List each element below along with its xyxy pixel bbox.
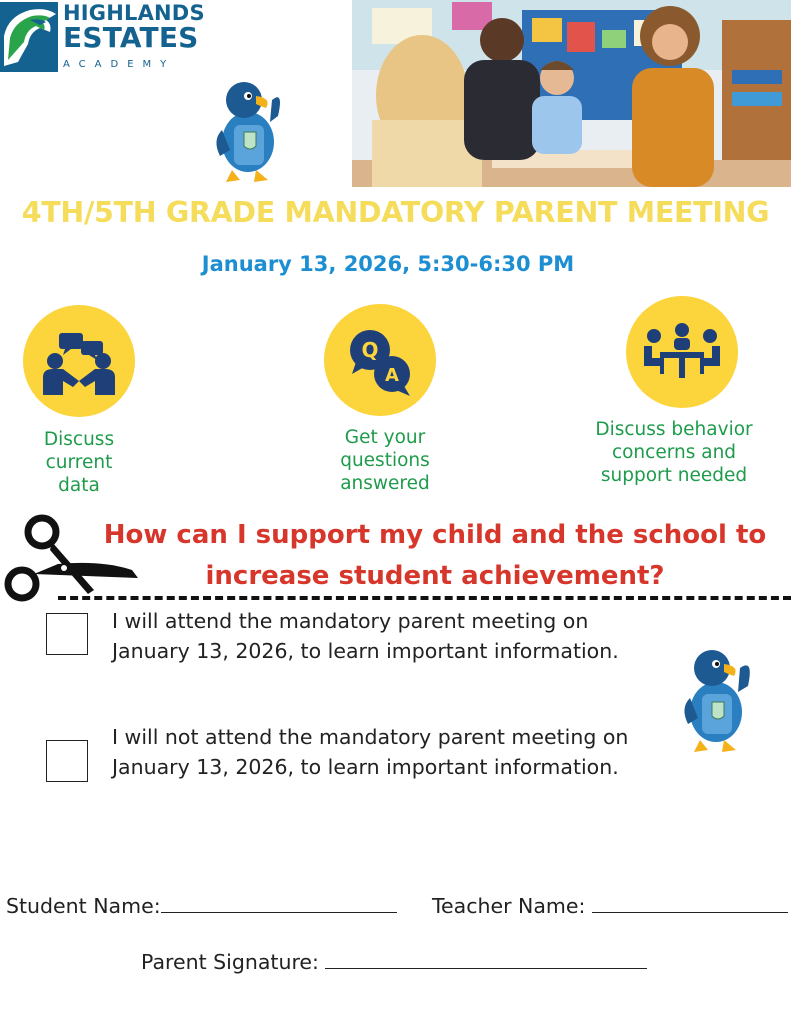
option-line: I will attend the mandatory parent meeting on xyxy=(112,609,589,633)
team-table-icon xyxy=(626,296,738,408)
not-attend-option-text xyxy=(112,722,628,782)
feature-label-line: answered xyxy=(340,473,430,494)
option-line: January 13, 2026, to learn important information. xyxy=(112,639,619,663)
feature-label-line: Discuss xyxy=(43,429,115,450)
feature-label-line: Discuss behavior xyxy=(595,419,753,440)
not-attend-checkbox[interactable] xyxy=(46,740,88,782)
teacher-name-line[interactable] xyxy=(592,893,788,913)
feature-label-behavior xyxy=(584,418,764,487)
question-line-1: How can I support my child and the school to xyxy=(103,520,767,550)
feature-circle-data xyxy=(23,305,135,417)
option-line: January 13, 2026, to learn important information. xyxy=(112,755,619,779)
teacher-name-field[interactable] xyxy=(432,893,788,918)
logo-line1: HIGHLANDS xyxy=(63,1,205,25)
feature-label-line: Get your xyxy=(344,427,426,448)
classroom-photo xyxy=(352,0,791,187)
parent-signature-line[interactable] xyxy=(325,949,647,969)
classroom-photo-illustration xyxy=(352,0,791,187)
q-and-a-icon xyxy=(324,304,436,416)
svg-text:A: A xyxy=(385,365,399,386)
support-question xyxy=(95,515,775,597)
feature-label-qa xyxy=(310,426,460,495)
feature-label-line: data xyxy=(58,475,100,496)
feature-label-line: concerns and xyxy=(611,442,737,463)
meeting-discussion-icon xyxy=(23,305,135,417)
mascot-eagle-bottom xyxy=(672,632,764,760)
svg-text:Q: Q xyxy=(361,338,379,362)
eagle-logo-icon xyxy=(0,2,60,72)
student-name-label: Student Name: xyxy=(6,894,161,918)
mascot-eagle-top xyxy=(204,70,296,188)
parent-signature-label: Parent Signature: xyxy=(141,950,319,974)
attend-checkbox[interactable] xyxy=(46,613,88,655)
parent-signature-field[interactable] xyxy=(141,949,647,974)
feature-label-line: support needed xyxy=(600,465,748,486)
teacher-name-label: Teacher Name: xyxy=(432,894,586,918)
meeting-date: January 13, 2026, 5:30-6:30 PM xyxy=(201,252,575,276)
logo-line2: ESTATES xyxy=(63,21,199,54)
option-line: I will not attend the mandatory parent meeting on xyxy=(112,725,629,749)
feature-label-data xyxy=(10,428,148,497)
feature-label-line: questions xyxy=(340,450,430,471)
cut-line xyxy=(58,596,791,600)
eagle-mascot-icon xyxy=(204,70,296,188)
feature-circle-behavior xyxy=(626,296,738,408)
attend-option-text xyxy=(112,606,619,666)
page-title: 4TH/5TH GRADE MANDATORY PARENT MEETING xyxy=(21,196,770,229)
logo-line3: ACADEMY xyxy=(63,59,176,70)
feature-label-line: current xyxy=(45,452,113,473)
school-logo xyxy=(0,0,205,75)
student-name-field[interactable] xyxy=(6,893,397,918)
student-name-line[interactable] xyxy=(161,893,397,913)
question-line-2: increase student achievement? xyxy=(205,561,665,591)
eagle-mascot-icon xyxy=(672,632,764,760)
feature-circle-qa xyxy=(324,304,436,416)
